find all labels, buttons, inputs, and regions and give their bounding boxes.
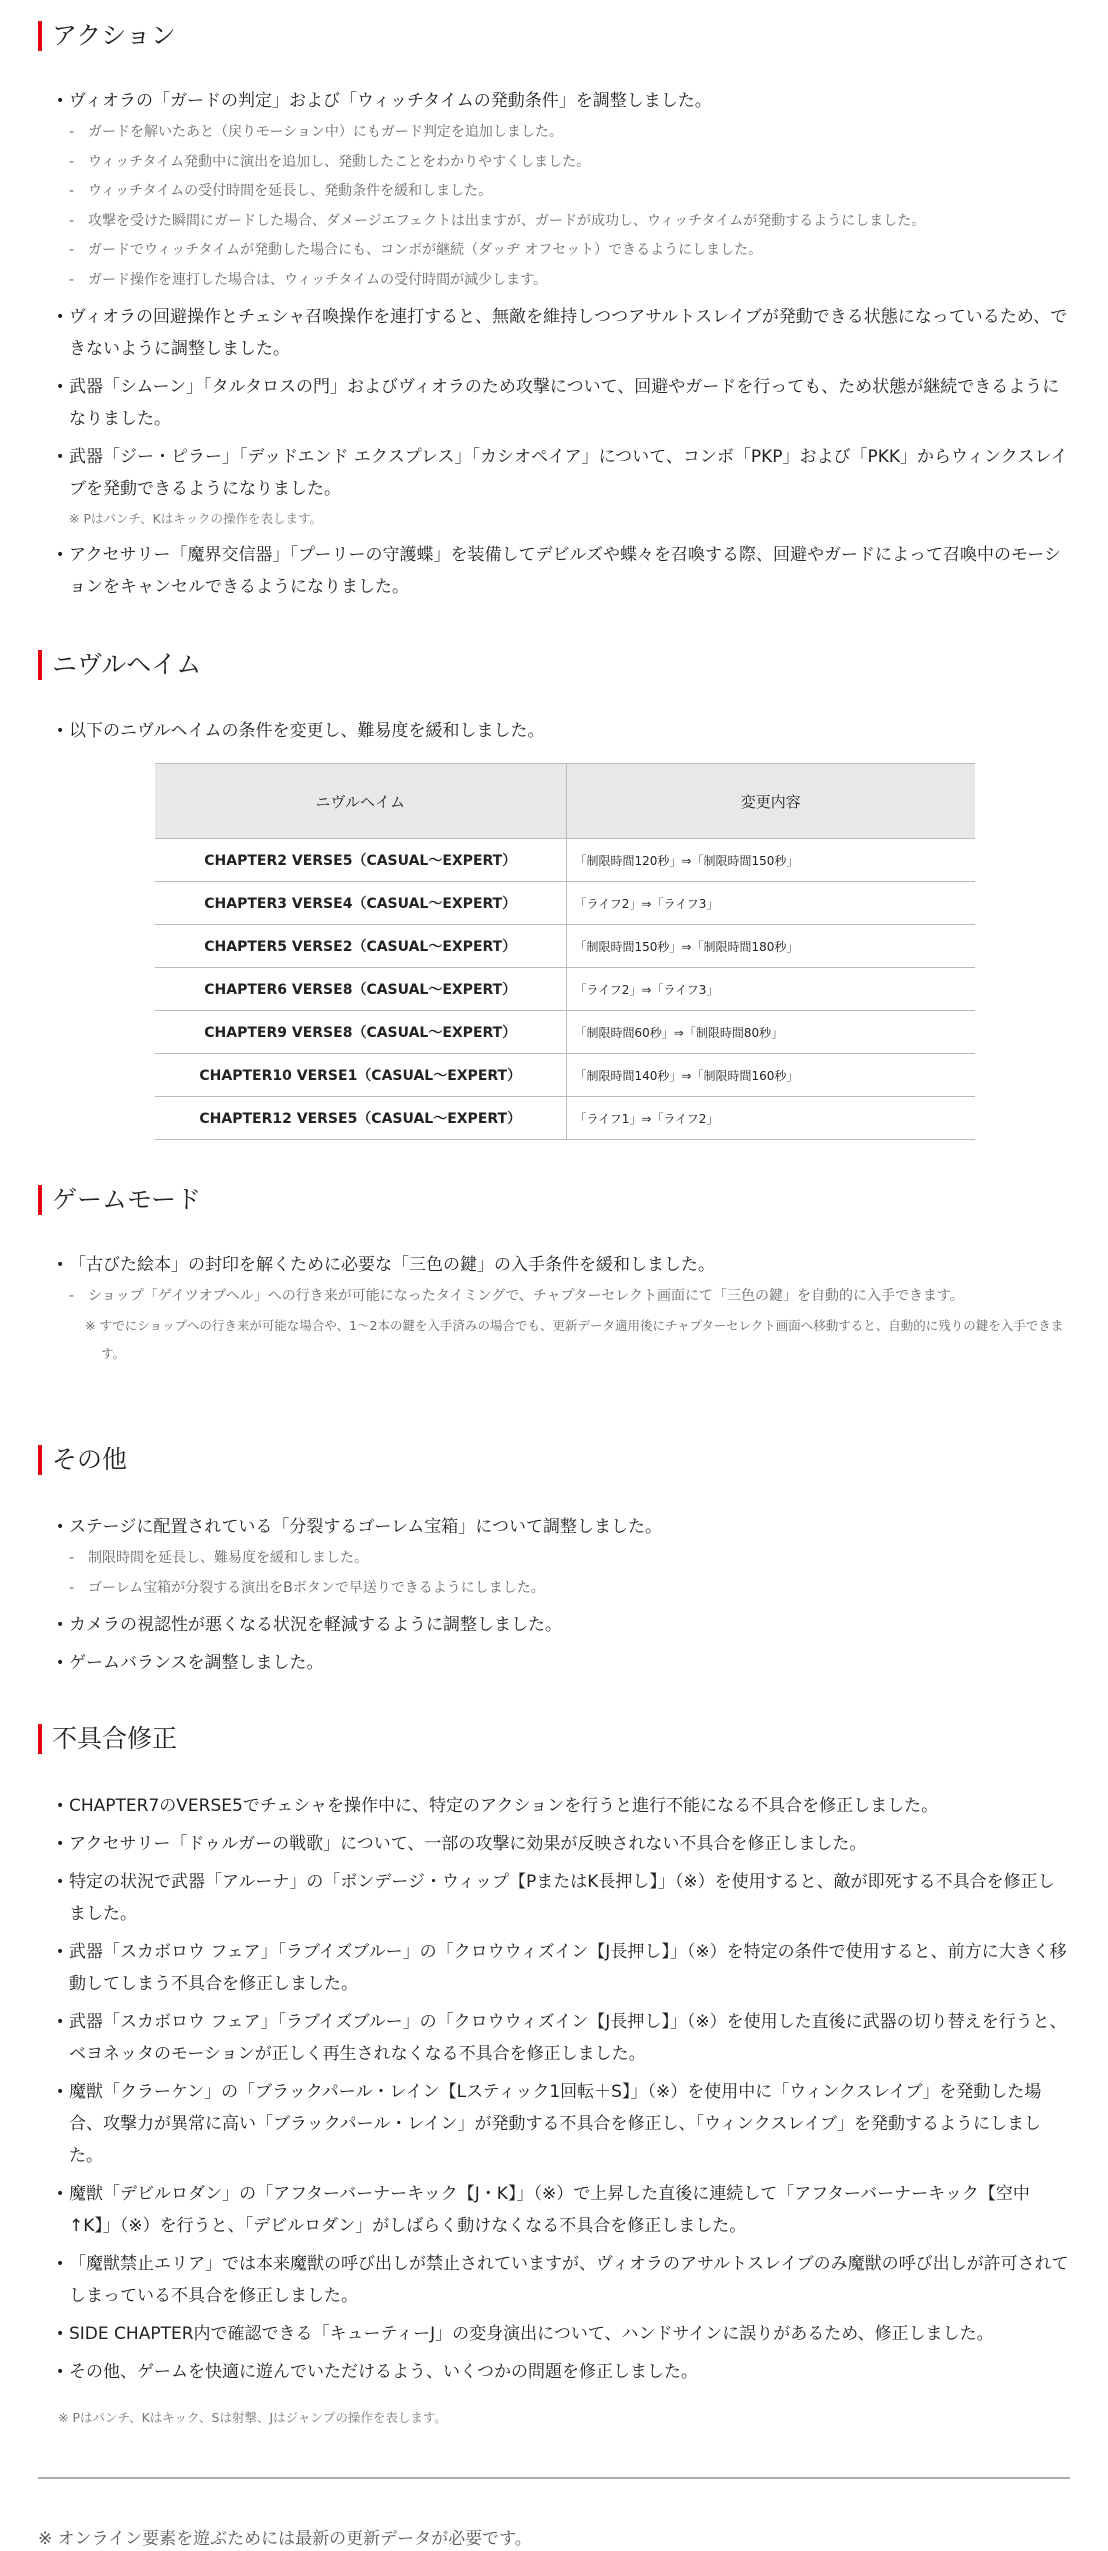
section-heading: ゲームモード bbox=[38, 1185, 1070, 1215]
section-niflheim bbox=[38, 650, 1070, 1140]
change-cell: 「制限時間120秒」⇒「制限時間150秒」 bbox=[566, 839, 975, 882]
section-heading: アクション bbox=[38, 21, 1070, 51]
item-text: 以下のニヴルヘイムの条件を変更し、難易度を緩和しました。 bbox=[69, 721, 545, 741]
list-item bbox=[58, 2318, 1070, 2350]
list-item bbox=[58, 1609, 1070, 1641]
list-item bbox=[58, 715, 1070, 747]
divider bbox=[38, 2477, 1070, 2479]
item-text: ヴィオラの「ガードの判定」および「ウィッチタイムの発動条件」を調整しました。 bbox=[69, 91, 712, 111]
list-item bbox=[58, 441, 1070, 533]
list-item bbox=[58, 1790, 1070, 1822]
list-item bbox=[58, 1647, 1070, 1679]
section-other bbox=[38, 1445, 1070, 1685]
stage-cell: CHAPTER10 VERSE1（CASUAL～EXPERT） bbox=[155, 1054, 566, 1097]
sub-item: - ゴーレム宝箱が分裂する演出をBボタンで早送りできるようにしました。 bbox=[69, 1574, 1070, 1604]
item-text: ゲームバランスを調整しました。 bbox=[69, 1653, 324, 1673]
footer-note: ※ オンライン要素を遊ぶためには最新の更新データが必要です。 bbox=[38, 2529, 532, 2549]
table-row bbox=[155, 925, 975, 968]
item-text: アクセサリー「ドゥルガーの戦歌」について、一部の攻撃に効果が反映されない不具合を修正しました。 bbox=[69, 1834, 867, 1854]
sub-list bbox=[69, 1544, 1070, 1603]
list-item bbox=[58, 2076, 1070, 2172]
item-text: 特定の状況で武器「アルーナ」の「ボンデージ・ウィップ【PまたはK長押し】」（※）を使用すると、敵が即死する不具合を修正しました。 bbox=[69, 1872, 1055, 1924]
table-row bbox=[155, 1054, 975, 1097]
stage-cell: CHAPTER5 VERSE2（CASUAL～EXPERT） bbox=[155, 925, 566, 968]
stage-cell: CHAPTER2 VERSE5（CASUAL～EXPERT） bbox=[155, 839, 566, 882]
table-header: ニヴルヘイム bbox=[155, 764, 566, 839]
list-item bbox=[58, 2006, 1070, 2070]
sub-item: - ガードでウィッチタイムが発動した場合にも、コンボが継続（ダッヂ オフセット）できるようにしました。 bbox=[69, 236, 1070, 266]
list-item bbox=[58, 85, 1070, 295]
list-item bbox=[58, 1936, 1070, 2000]
sub-item: - 攻撃を受けた瞬間にガードした場合、ダメージエフェクトは出ますが、ガードが成功し、ウィッチタイムが発動するようにしました。 bbox=[69, 207, 1070, 237]
section-bugfix bbox=[38, 1724, 1070, 2432]
sub-item: - ウィッチタイム発動中に演出を追加し、発動したことをわかりやすくしました。 bbox=[69, 148, 1070, 178]
stage-cell: CHAPTER3 VERSE4（CASUAL～EXPERT） bbox=[155, 882, 566, 925]
list-item bbox=[58, 1866, 1070, 1930]
item-text: CHAPTER7のVERSE5でチェシャを操作中に、特定のアクションを行うと進行不能になる不具合を修正しました。 bbox=[69, 1796, 939, 1816]
section-action bbox=[38, 21, 1070, 609]
item-text: SIDE CHAPTER内で確認できる「キューティーJ」の変身演出について、ハンドサインに誤りがあるため、修正しました。 bbox=[69, 2324, 994, 2344]
item-text: 武器「シムーン」「タルタロスの門」およびヴィオラのため攻撃について、回避やガードを行っても、ため状態が継続できるようになりました。 bbox=[69, 377, 1060, 429]
item-subnote: ※ すでにショップへの行き来が可能な場合や、1～2本の鍵を入手済みの場合でも、更新データ適用後にチャプターセレクト画面へ移動すると、自動的に残りの鍵を入手できます。 bbox=[85, 1317, 1064, 1361]
section-heading: ニヴルヘイム bbox=[38, 650, 1070, 680]
list-item bbox=[58, 1249, 1070, 1368]
table-row bbox=[155, 882, 975, 925]
item-note: ※ Pはパンチ、Kはキックの操作を表します。 bbox=[69, 511, 323, 526]
sub-item: - 制限時間を延長し、難易度を緩和しました。 bbox=[69, 1544, 1070, 1574]
table-header: 変更内容 bbox=[566, 764, 975, 839]
stage-cell: CHAPTER12 VERSE5（CASUAL～EXPERT） bbox=[155, 1097, 566, 1140]
item-text: ステージに配置されている「分裂するゴーレム宝箱」について調整しました。 bbox=[69, 1517, 662, 1537]
sub-item: - ガードを解いたあと（戻りモーション中）にもガード判定を追加しました。 bbox=[69, 118, 1070, 148]
table-row bbox=[155, 839, 975, 882]
change-cell: 「制限時間140秒」⇒「制限時間160秒」 bbox=[566, 1054, 975, 1097]
section-heading: その他 bbox=[38, 1445, 1070, 1475]
item-text: アクセサリー「魔界交信器」「プーリーの守護蝶」を装備してデビルズや蝶々を召喚する際、回避やガードによって召喚中のモーションをキャンセルできるようになりました。 bbox=[69, 545, 1061, 597]
table-row bbox=[155, 1011, 975, 1054]
list-item bbox=[58, 301, 1070, 365]
list-item bbox=[58, 2248, 1070, 2312]
change-cell: 「ライフ1」⇒「ライフ2」 bbox=[566, 1097, 975, 1140]
change-cell: 「ライフ2」⇒「ライフ3」 bbox=[566, 968, 975, 1011]
item-text: 「魔獣禁止エリア」では本来魔獣の呼び出しが禁止されていますが、ヴィオラのアサルトスレイブのみ魔獣の呼び出しが許可されてしまっている不具合を修正しました。 bbox=[69, 2254, 1069, 2306]
change-cell: 「ライフ2」⇒「ライフ3」 bbox=[566, 882, 975, 925]
item-text: カメラの視認性が悪くなる状況を軽減するように調整しました。 bbox=[69, 1615, 562, 1635]
list-item bbox=[58, 1511, 1070, 1603]
change-cell: 「制限時間60秒」⇒「制限時間80秒」 bbox=[566, 1011, 975, 1054]
section-gamemode bbox=[38, 1185, 1070, 1374]
list-item bbox=[58, 371, 1070, 435]
item-text: 魔獣「デビルロダン」の「アフターバーナーキック【J・K】」（※）で上昇した直後に連続して「アフターバーナーキック【空中↑K】」（※）を行うと、「デビルロダン」がしばらく動けなくなる不具合を修正しました。 bbox=[69, 2184, 1030, 2236]
footnote: ※ Pはパンチ、Kはキック、Sは射撃、Jはジャンプの操作を表します。 bbox=[58, 2410, 447, 2425]
sub-list bbox=[69, 1282, 1070, 1312]
item-text: ヴィオラの回避操作とチェシャ召喚操作を連打すると、無敵を維持しつつアサルトスレイブが発動できる状態になっているため、できないように調整しました。 bbox=[69, 307, 1068, 359]
item-text: 武器「スカボロウ フェア」「ラブイズブルー」の「クロウウィズイン【J長押し】」（※）を特定の条件で使用すると、前方に大きく移動してしまう不具合を修正しました。 bbox=[69, 1942, 1067, 1994]
stage-cell: CHAPTER6 VERSE8（CASUAL～EXPERT） bbox=[155, 968, 566, 1011]
item-list bbox=[58, 1790, 1070, 2388]
item-text: その他、ゲームを快適に遊んでいただけるよう、いくつかの問題を修正しました。 bbox=[69, 2362, 698, 2382]
table-row bbox=[155, 1097, 975, 1140]
item-list bbox=[58, 715, 1070, 747]
item-list bbox=[58, 1511, 1070, 1679]
niflheim-table bbox=[155, 763, 975, 1140]
list-item bbox=[58, 2178, 1070, 2242]
list-item bbox=[58, 1828, 1070, 1860]
table-row bbox=[155, 968, 975, 1011]
sub-item: - ウィッチタイムの受付時間を延長し、発動条件を緩和しました。 bbox=[69, 177, 1070, 207]
item-text: 魔獣「クラーケン」の「ブラックパール・レイン【Lスティック1回転＋S】」（※）を使用中に「ウィンクスレイブ」を発動した場合、攻撃力が異常に高い「ブラックパール・レイン」が発動する不具合を修正し、「ウィンクスレイブ」を発動するようにしました。 bbox=[69, 2082, 1042, 2166]
sub-list bbox=[69, 118, 1070, 295]
item-list bbox=[58, 85, 1070, 603]
item-text: 「古びた絵本」の封印を解くために必要な「三色の鍵」の入手条件を緩和しました。 bbox=[69, 1255, 715, 1275]
change-cell: 「制限時間150秒」⇒「制限時間180秒」 bbox=[566, 925, 975, 968]
item-text: 武器「ジー・ピラー」「デッドエンド エクスプレス」「カシオペイア」について、コンボ「PKP」および「PKK」からウィンクスレイブを発動できるようになりました。 bbox=[69, 447, 1068, 499]
section-heading: 不具合修正 bbox=[38, 1724, 1070, 1754]
item-text: 武器「スカボロウ フェア」「ラブイズブルー」の「クロウウィズイン【J長押し】」（※）を使用した直後に武器の切り替えを行うと、ベヨネッタのモーションが正しく再生されなくなる不具合を修正しました。 bbox=[69, 2012, 1067, 2064]
list-item bbox=[58, 2356, 1070, 2388]
list-item bbox=[58, 539, 1070, 603]
sub-item: - ショップ「ゲイツオブヘル」への行き来が可能になったタイミングで、チャプターセレクト画面にて「三色の鍵」を自動的に入手できます。 bbox=[69, 1282, 1070, 1312]
sub-item: - ガード操作を連打した場合は、ウィッチタイムの受付時間が減少します。 bbox=[69, 266, 1070, 296]
stage-cell: CHAPTER9 VERSE8（CASUAL～EXPERT） bbox=[155, 1011, 566, 1054]
item-list bbox=[58, 1249, 1070, 1368]
